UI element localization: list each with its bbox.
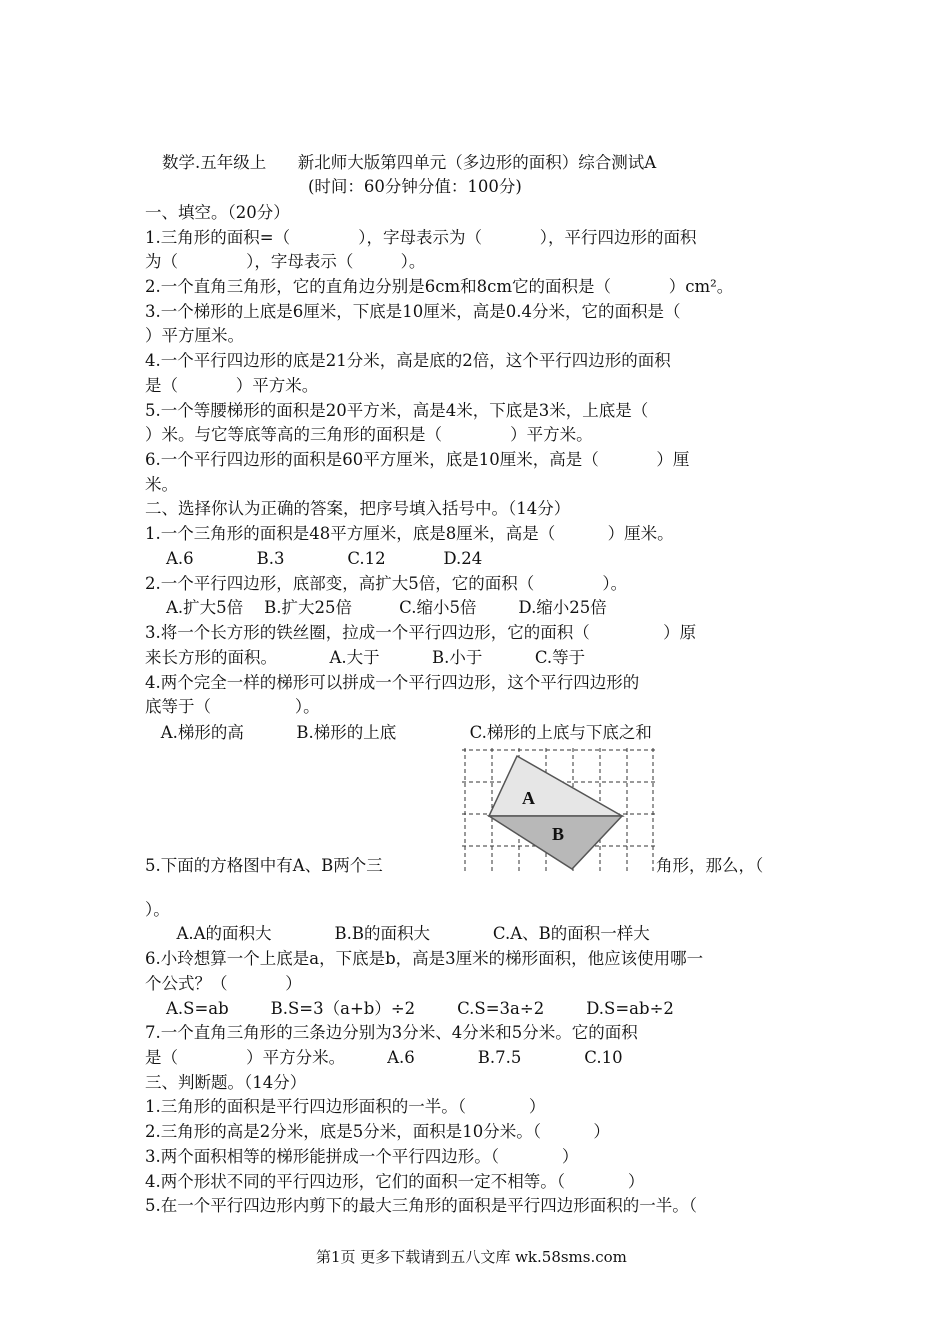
section3-line: 2.三角形的高是2分米，底是5分米，面积是10分米。（ ） [145,1122,610,1141]
title-line-1: 数学.五年级上 新北师大版第四单元（多边形的面积）综合测试A [162,153,657,172]
section2-line: 2.一个平行四边形，底部变，高扩大5倍，它的面积（ ）。 [145,574,628,593]
section2-line: 是（ ）平方分米。 A.6 B.7.5 C.10 [145,1048,623,1067]
section1-line: 为（ ），字母表示（ ）。 [145,252,426,271]
section2-line: 底等于（ ）。 [145,697,320,716]
section3-line: 3.两个面积相等的梯形能拼成一个平行四边形。（ ） [145,1147,579,1166]
label-b: B [552,824,565,844]
section1-line: 4.一个平行四边形的底是21分米，高是底的2倍，这个平行四边形的面积 [145,351,671,370]
section2-line: 个公式？（ ） [145,974,302,993]
section2-line: 来长方形的面积。 A.大于 B.小于 C.等于 [145,648,586,667]
section2-line: A.6 B.3 C.12 D.24 [145,549,483,568]
section2-line: A.扩大5倍 B.扩大25倍 C.缩小5倍 D.缩小25倍 [145,598,607,617]
section2-line: A.梯形的高 B.梯形的上底 C.梯形的上底与下底之和 [145,723,652,742]
grid-figure [462,748,656,872]
section2-heading: 二、选择你认为正确的答案，把序号填入括号中。（14分） [145,499,571,518]
section1-line: ）米。与它等底等高的三角形的面积是（ ）平方米。 [145,425,593,444]
section1-line: 1.三角形的面积=（ ），字母表示为（ ），平行四边形的面积 [145,228,697,247]
section1-line: 是（ ）平方米。 [145,376,319,395]
section2-line: 6.小玲想算一个上底是a，下底是b，高是3厘米的梯形面积，他应该使用哪一 [145,949,704,968]
section1-line: ）平方厘米。 [145,326,244,345]
page-footer: 第1页 更多下载请到五八文库 wk.58sms.com [316,1248,627,1266]
title-line-2: (时间：60分钟分值：100分) [308,177,522,196]
section1-heading: 一、填空。（20分） [145,203,290,222]
label-a: A [522,788,535,808]
section1-line: 6.一个平行四边形的面积是60平方厘米，底是10厘米，高是（ ）厘 [145,450,690,469]
section1-line: 3.一个梯形的上底是6厘米，下底是10厘米，高是0.4分米，它的面积是（ [145,302,681,321]
section3-line: 5.在一个平行四边形内剪下的最大三角形的面积是平行四边形面积的一半。（ [145,1196,697,1215]
q5-left-text: 5.下面的方格图中有A、B两个三 [145,856,383,875]
section1-line: 5.一个等腰梯形的面积是20平方米，高是4米，下底是3米，上底是（ [145,401,649,420]
section2-line: A.S=ab B.S=3（a+b）÷2 C.S=3a÷2 D.S=ab÷2 [145,999,674,1018]
section2-line: 1.一个三角形的面积是48平方厘米，底是8厘米，高是（ ）厘米。 [145,524,674,543]
section2-line: A.A的面积大 B.B的面积大 C.A、B的面积一样大 [145,924,650,943]
q5-right-text: 角形，那么，（ [656,856,764,875]
section2-line: 7.一个直角三角形的三条边分别为3分米、4分米和5分米。它的面积 [145,1023,638,1042]
section2-line: ）。 [145,900,170,919]
section3-line: 4.两个形状不同的平行四边形，它们的面积一定不相等。（ ） [145,1172,645,1191]
section3-line: 1.三角形的面积是平行四边形面积的一半。（ ） [145,1097,546,1116]
section2-line: 4.两个完全一样的梯形可以拼成一个平行四边形，这个平行四边形的 [145,673,640,692]
triangle-a [489,756,622,816]
section3-heading: 三、判断题。（14分） [145,1073,307,1092]
section1-line: 米。 [145,475,178,494]
section1-line: 2.一个直角三角形，它的直角边分别是6cm和8cm它的面积是（ ）cm²。 [145,277,734,296]
section2-line: 3.将一个长方形的铁丝圈，拉成一个平行四边形，它的面积（ ）原 [145,623,697,642]
